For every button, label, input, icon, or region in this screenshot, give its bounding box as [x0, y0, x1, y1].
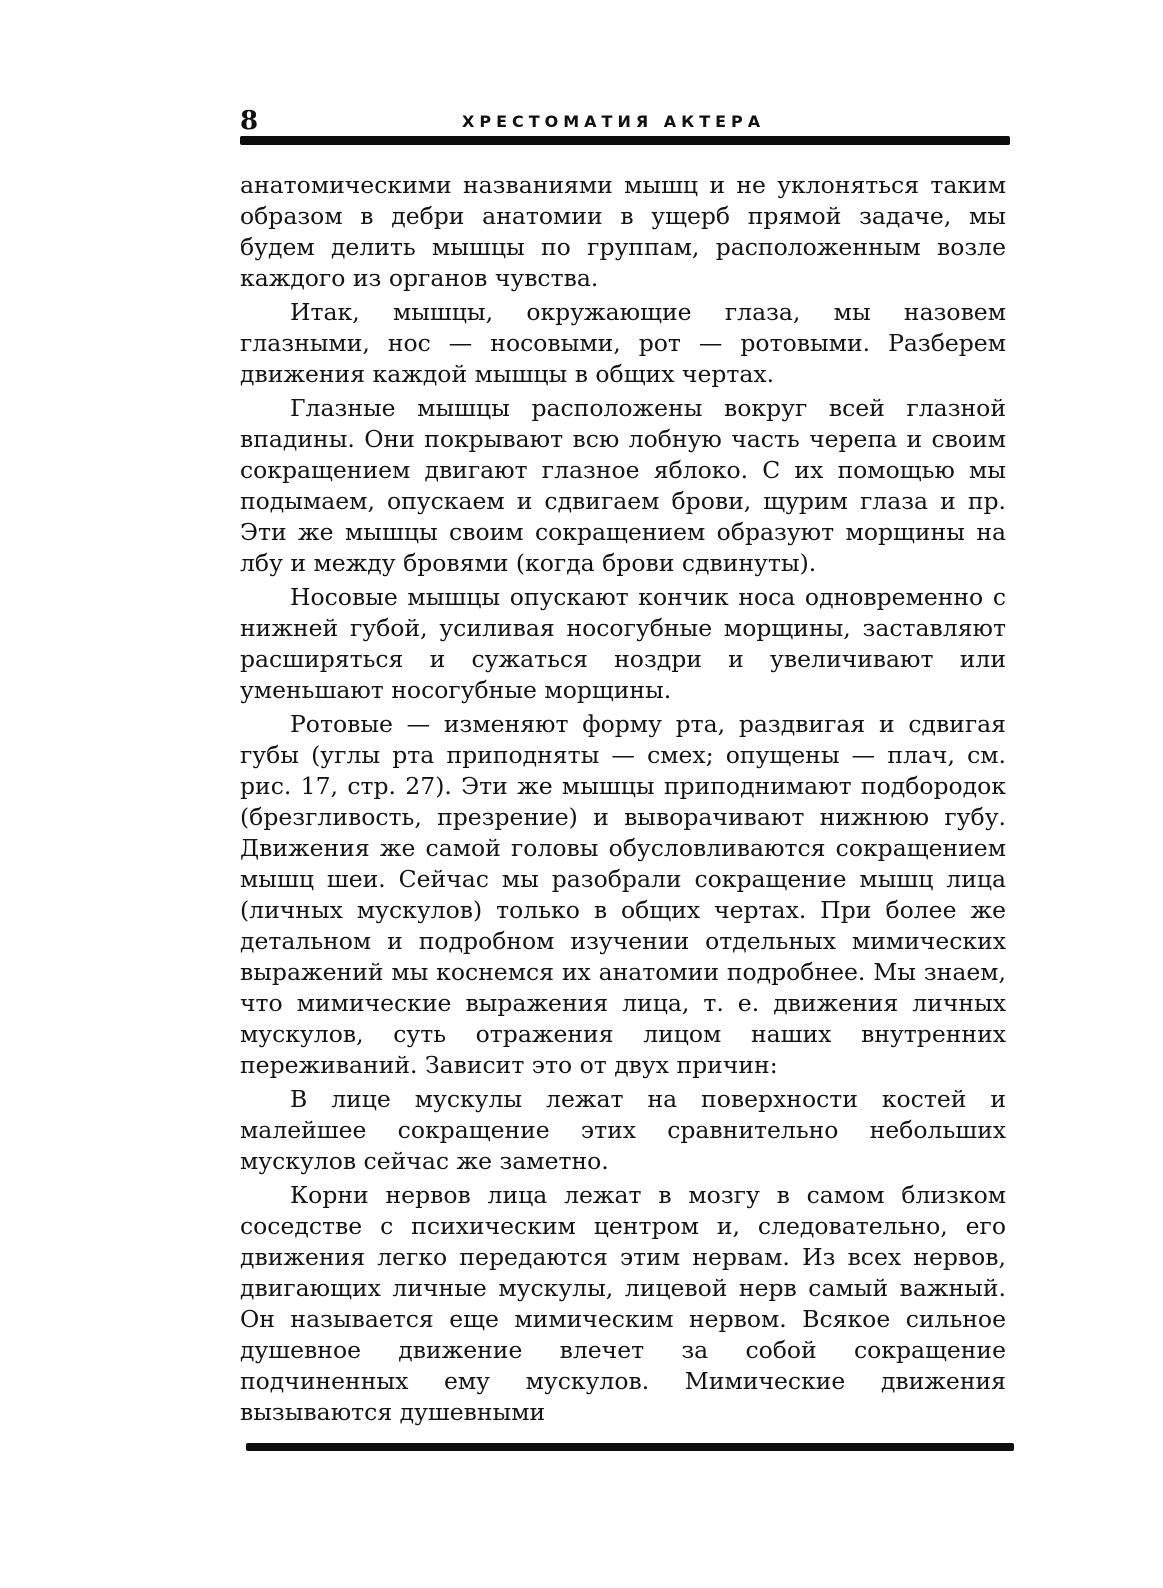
footer-rule — [246, 1443, 1014, 1451]
header-rule — [240, 136, 1010, 145]
page-header — [240, 106, 1010, 136]
paragraph-4: Носовые мышцы опускают кончик носа одновременно с нижней губой, усиливая носогубные морщины, заставляют расширяться и сужаться ноздри и увеличивают или уменьшают носогубные морщины. — [240, 583, 1006, 704]
paragraph-2: Итак, мышцы, окружающие глаза, мы назовем глазными, нос — носовыми, рот — ротовыми. Разберем движения каждой мышцы в общих чертах. — [240, 298, 1006, 388]
paragraph-3: Глазные мышцы расположены вокруг всей глазной впадины. Они покрывают всю лобную часть черепа и своим сокращением двигают глазное яблоко. С их помощью мы подымаем, опускаем и сдвигаем брови, щурим глаза и пр. Эти же мышцы своим сокращением образуют морщины на лбу и между бровями (когда брови сдвинуты). — [240, 394, 1006, 577]
paragraph-7: Корни нервов лица лежат в мозгу в самом близком соседстве с психическим центром и, следовательно, его движения легко передаются этим нервам. Из всех нервов, двигающих личные мускулы, лицевой нерв самый важный. Он называется еще мимическим нервом. Всякое сильное душевное движение влечет за собой сокращение подчиненных ему мускулов. Мимические движения вызываются душевными — [240, 1181, 1006, 1426]
paragraph-1: анатомическими названиями мышц и не уклоняться таким образом в дебри анатомии в ущерб прямой задаче, мы будем делить мышцы по группам, расположенным возле каждого из органов чувства. — [240, 171, 1006, 292]
page-number: 8 — [240, 106, 259, 136]
running-title: ХРЕСТОМАТИЯ АКТЕРА — [462, 112, 766, 131]
paragraph-5: Ротовые — изменяют форму рта, раздвигая и сдвигая губы (углы рта приподняты — смех; опущены — плач, см. рис. 17, стр. 27). Эти же мышцы приподнимают подбородок (брезгливость, презрение) и выворачивают нижнюю губу. Движения же самой головы обусловливаются сокращением мышц шеи. Сейчас мы разобрали сокращение мышц лица (личных мускулов) только в общих чертах. При более же детальном и подробном изучении отдельных мимических выражений мы коснемся их анатомии подробнее. Мы знаем, что мимические выражения лица, т. е. движения личных мускулов, суть отражения лицом наших внутренних переживаний. Зависит это от двух причин: — [240, 710, 1006, 1079]
paragraph-6: В лице мускулы лежат на поверхности костей и малейшее сокращение этих сравнительно небольших мускулов сейчас же заметно. — [240, 1085, 1006, 1175]
body-text — [240, 170, 1006, 1428]
